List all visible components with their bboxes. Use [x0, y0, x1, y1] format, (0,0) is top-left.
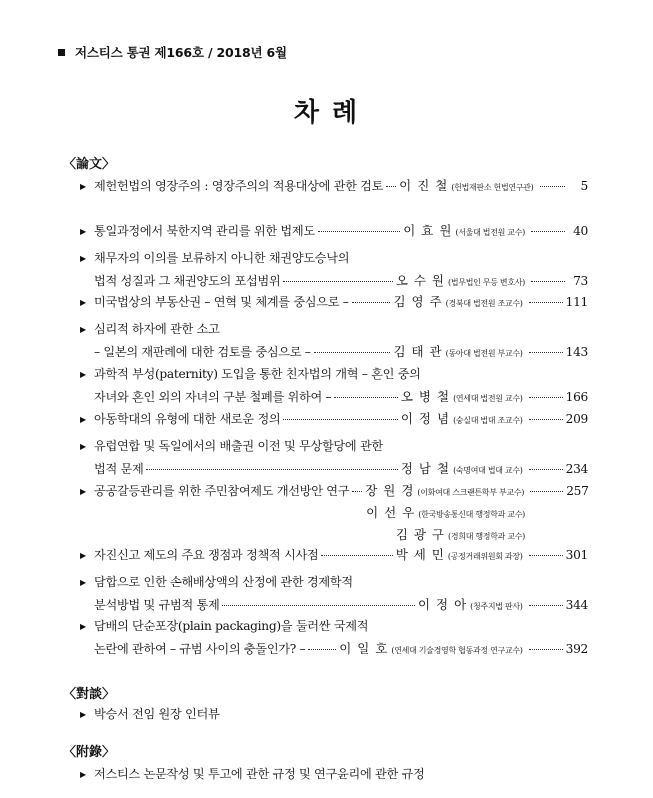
leader-dots — [529, 649, 563, 650]
article-title: 자진신고 제도의 주요 쟁점과 정책적 시사점 — [94, 548, 319, 562]
entry-line — [80, 545, 588, 567]
leader-dots — [529, 419, 563, 420]
toc-entry[interactable] — [80, 320, 588, 364]
leader-dots — [352, 491, 362, 492]
leader-dots — [386, 186, 396, 187]
section-heading-papers: 〈論文〉 — [63, 157, 116, 172]
leader-dots — [540, 186, 566, 187]
toc-entry[interactable] — [80, 292, 588, 314]
leader-dots — [352, 302, 391, 303]
entry-line — [80, 459, 588, 481]
appendix-entry[interactable] — [80, 765, 588, 787]
entry-line — [80, 249, 588, 271]
triangle-bullet-icon: ▶ — [80, 227, 86, 236]
article-title: 자녀와 혼인 외의 자녀의 구분 철폐를 위하여 – — [94, 390, 332, 404]
author-name: 김 태 관 — [393, 344, 443, 359]
leader-dots — [529, 302, 563, 303]
author-affiliation: (연세대 법전원 교수) — [453, 394, 523, 403]
triangle-bullet-icon: ▶ — [80, 551, 86, 560]
author-name: 이 진 철 — [399, 178, 449, 193]
toc-entry[interactable] — [80, 409, 588, 431]
article-title: 담배의 단순포장(plain packaging)을 둘러싼 국제적 — [94, 619, 369, 633]
leader-dots — [308, 649, 336, 650]
section-heading-appendix: 〈附錄〉 — [63, 745, 116, 760]
toc-entry[interactable] — [80, 617, 588, 661]
leader-dots — [146, 469, 397, 470]
journal-issue: 저스티스 통권 제166호 / 2018년 6월 — [75, 45, 287, 60]
article-title: 유럽연합 및 독일에서의 배출권 이전 및 무상할당에 관한 — [94, 439, 383, 453]
entry-line — [80, 595, 588, 617]
page-number: 166 — [565, 390, 588, 404]
toc-entry[interactable] — [80, 481, 588, 547]
page-number: 392 — [565, 642, 588, 656]
article-title: 분석방법 및 규범적 통제 — [94, 598, 220, 612]
leader-dots — [529, 397, 563, 398]
author-affiliation: (연세대 기술경영학 협동과정 연구교수) — [391, 646, 523, 655]
author-name: 오 병 철 — [400, 389, 451, 404]
author-name: 이 정 념 — [400, 411, 451, 426]
leader-dots — [529, 469, 563, 470]
author-affiliation: (경희대 행정학과 교수) — [448, 532, 525, 541]
entry-line — [80, 176, 588, 198]
page-number: 234 — [565, 462, 588, 476]
triangle-bullet-icon: ▶ — [80, 415, 86, 424]
entry-line — [80, 437, 588, 459]
entry-line — [80, 409, 588, 431]
toc-entry[interactable] — [80, 545, 588, 567]
leader-dots — [283, 419, 397, 420]
author-name: 김 광 구 — [395, 527, 446, 542]
author-name: 이 효 원 — [403, 223, 453, 238]
toc-entry[interactable] — [80, 437, 588, 481]
entry-line — [80, 292, 588, 314]
author-affiliation: (서울대 법전원 교수) — [455, 228, 525, 237]
article-title: 제헌헌법의 영장주의 : 영장주의의 적용대상에 관한 검토 — [94, 179, 384, 193]
square-bullet-icon — [58, 49, 65, 56]
entry-line — [80, 387, 588, 409]
leader-dots — [529, 555, 563, 556]
page-number: 111 — [565, 295, 588, 309]
article-title: 법적 문제 — [94, 462, 144, 476]
leader-dots — [531, 281, 565, 282]
co-author-line — [80, 503, 588, 525]
entry-line — [80, 573, 588, 595]
entry-line — [80, 765, 588, 787]
journal-header — [58, 43, 287, 61]
article-title: 논란에 관하여 – 규범 사이의 충돌인가? – — [94, 642, 306, 656]
author-affiliation: (동아대 법전원 부교수) — [445, 349, 523, 358]
page-number: 301 — [565, 548, 588, 562]
article-title: 담합으로 인한 손해배상액의 산정에 관한 경제학적 — [94, 575, 353, 589]
article-title: 미국법상의 부동산권 – 연혁 및 체계를 중심으로 – — [94, 295, 349, 309]
talk-entry[interactable] — [80, 705, 588, 727]
co-author-line — [80, 525, 588, 547]
entry-line — [80, 705, 588, 727]
author-name: 오 수 원 — [395, 273, 446, 288]
leader-dots — [314, 352, 391, 353]
triangle-bullet-icon: ▶ — [80, 622, 86, 631]
leader-dots — [529, 605, 563, 606]
triangle-bullet-icon: ▶ — [80, 442, 86, 451]
entry-line — [80, 342, 588, 364]
triangle-bullet-icon: ▶ — [80, 370, 86, 379]
article-title: 공공갈등관리를 위한 주민참여제도 개선방안 연구 — [94, 484, 350, 498]
toc-entry[interactable] — [80, 221, 588, 243]
author-affiliation: (청주지법 판사) — [470, 602, 523, 611]
page-number: 143 — [565, 345, 588, 359]
triangle-bullet-icon: ▶ — [80, 578, 86, 587]
article-title: 법적 성질과 그 채권양도의 포섭범위 — [94, 274, 281, 288]
author-name: 이 선 우 — [366, 505, 416, 520]
leader-dots — [334, 397, 398, 398]
leader-dots — [318, 231, 400, 232]
triangle-bullet-icon: ▶ — [80, 770, 86, 779]
article-title: 통일과정에서 북한지역 관리를 위한 법제도 — [94, 224, 315, 238]
entry-line — [80, 221, 588, 243]
toc-entry[interactable] — [80, 176, 588, 198]
page-number: 209 — [565, 412, 588, 426]
article-title: 심리적 하자에 관한 소고 — [94, 322, 220, 336]
entry-line — [80, 271, 588, 293]
article-title: – 일본의 재판례에 대한 검토를 중심으로 – — [94, 345, 311, 359]
author-affiliation: (공정거래위원회 과장) — [447, 552, 523, 561]
author-name: 정 남 철 — [400, 461, 451, 476]
entry-line — [80, 481, 588, 503]
page-title: 차 례 — [293, 98, 360, 128]
author-name: 김 영 주 — [393, 294, 443, 309]
article-title: 저스티스 논문작성 및 투고에 관한 규정 및 연구윤리에 관한 규정 — [94, 767, 425, 781]
author-affiliation: (숙명여대 법대 교수) — [453, 466, 523, 475]
author-name: 박 세 민 — [395, 547, 445, 562]
triangle-bullet-icon: ▶ — [80, 298, 86, 307]
triangle-bullet-icon: ▶ — [80, 182, 86, 191]
entry-line — [80, 320, 588, 342]
entry-line — [80, 639, 588, 661]
author-name: 이 일 호 — [339, 641, 389, 656]
author-affiliation: (한국방송통신대 행정학과 교수) — [418, 510, 525, 519]
author-affiliation: (이화여대 스크랜튼학부 부교수) — [417, 488, 525, 497]
page-number: 344 — [565, 598, 588, 612]
author-affiliation: (경북대 법전원 조교수) — [445, 299, 523, 308]
page-number: 40 — [573, 224, 588, 238]
article-title: 박승서 전임 원장 인터뷰 — [94, 707, 220, 721]
leader-dots — [529, 352, 563, 353]
entry-line — [80, 365, 588, 387]
author-affiliation: (숭실대 법대 조교수) — [453, 416, 523, 425]
triangle-bullet-icon: ▶ — [80, 487, 86, 496]
toc-entry[interactable] — [80, 365, 588, 409]
triangle-bullet-icon: ▶ — [80, 710, 86, 719]
author-name: 장 원 경 — [365, 483, 415, 498]
leader-dots — [530, 491, 563, 492]
leader-dots — [531, 231, 565, 232]
page-number: 5 — [580, 179, 588, 193]
triangle-bullet-icon: ▶ — [80, 254, 86, 263]
triangle-bullet-icon: ▶ — [80, 325, 86, 334]
author-affiliation: (헌법재판소 헌법연구관) — [451, 183, 534, 192]
author-affiliation: (법무법인 무등 변호사) — [448, 278, 525, 287]
author-name: 이 정 아 — [417, 597, 468, 612]
section-heading-talk: 〈對談〉 — [63, 687, 116, 702]
article-title: 채무자의 이의를 보류하지 아니한 채권양도승낙의 — [94, 251, 350, 265]
article-title: 과학적 부성(paternity) 도입을 통한 친자법의 개혁 – 혼인 중의 — [94, 367, 421, 381]
toc-entry[interactable] — [80, 249, 588, 293]
entry-line — [80, 617, 588, 639]
leader-dots — [222, 605, 415, 606]
toc-entry[interactable] — [80, 573, 588, 617]
article-title: 아동학대의 유형에 대한 새로운 정의 — [94, 412, 281, 426]
page-number: 73 — [573, 274, 588, 288]
leader-dots — [321, 555, 392, 556]
page-number: 257 — [566, 484, 589, 498]
leader-dots — [283, 281, 392, 282]
